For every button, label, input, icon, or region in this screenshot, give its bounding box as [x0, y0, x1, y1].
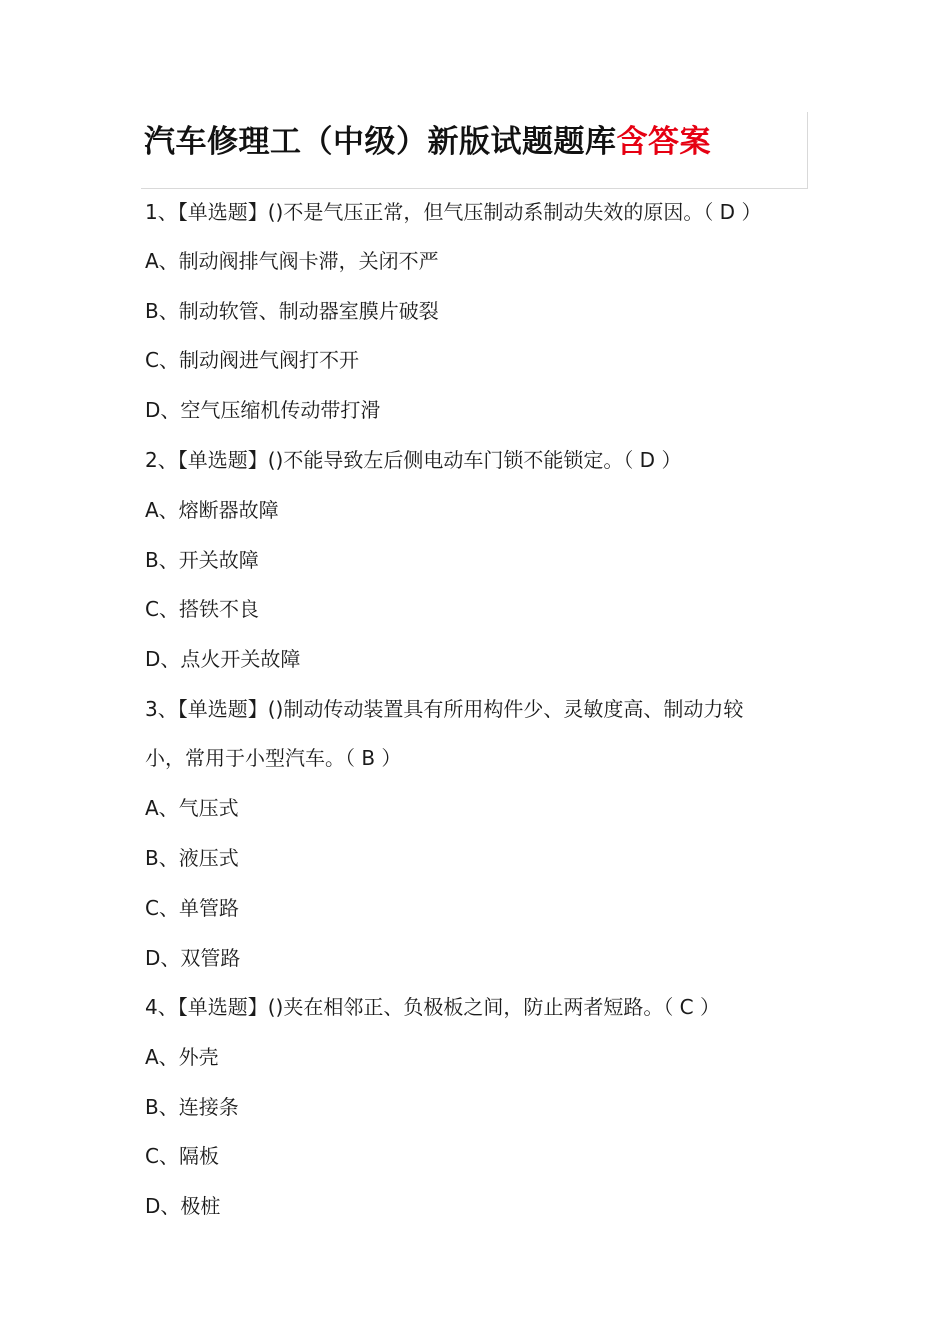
- question-2-option-c: C、搭铁不良: [145, 597, 259, 621]
- title-box: [141, 112, 808, 189]
- question-2-option-b: B、开关故障: [145, 548, 259, 572]
- question-3-option-d: D、双管路: [145, 946, 241, 970]
- question-1-option-b: B、制动软管、制动器室膜片破裂: [145, 299, 439, 323]
- question-4-option-a: A、外壳: [145, 1045, 219, 1069]
- question-4-option-c: C、隔板: [145, 1144, 219, 1168]
- question-1-option-a: A、制动阀排气阀卡滞，关闭不严: [145, 249, 439, 273]
- question-2-stem: 2、【单选题】()不能导致左后侧电动车门锁不能锁定。（ D ）: [145, 448, 682, 472]
- question-3-option-a: A、气压式: [145, 796, 239, 820]
- question-3-option-b: B、液压式: [145, 846, 239, 870]
- title-main: 汽车修理工（中级）新版试题题库: [144, 124, 617, 160]
- question-4-stem: 4、【单选题】()夹在相邻正、负极板之间，防止两者短路。（ C ）: [145, 995, 721, 1019]
- question-1-stem: 1、【单选题】()不是气压正常，但气压制动系制动失效的原因。（ D ）: [145, 200, 762, 224]
- question-3-stem-cont: 小，常用于小型汽车。（ B ）: [145, 746, 402, 770]
- title-accent: 含答案: [616, 124, 711, 160]
- question-1-option-d: D、空气压缩机传动带打滑: [145, 398, 381, 422]
- question-3-stem: 3、【单选题】()制动传动装置具有所用构件少、灵敏度高、制动力较: [145, 697, 744, 721]
- question-2-option-d: D、点火开关故障: [145, 647, 301, 671]
- question-1-option-c: C、制动阀进气阀打不开: [145, 348, 359, 372]
- question-2-option-a: A、熔断器故障: [145, 498, 279, 522]
- question-3-option-c: C、单管路: [145, 896, 239, 920]
- page-title: [144, 116, 711, 161]
- question-4-option-b: B、连接条: [145, 1095, 239, 1119]
- question-4-option-d: D、极桩: [145, 1194, 221, 1218]
